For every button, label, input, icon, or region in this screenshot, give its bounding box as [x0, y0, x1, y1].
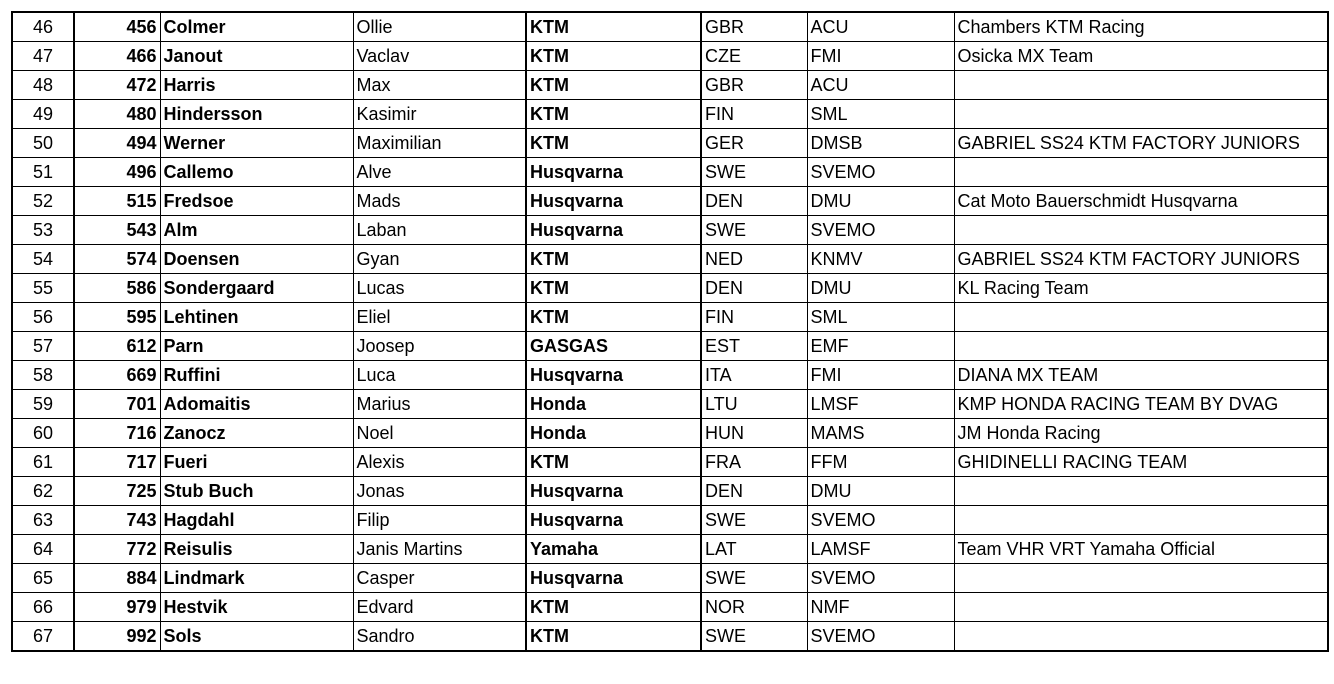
position-cell: 61 [12, 448, 74, 477]
first-name-cell: Edvard [353, 593, 526, 622]
last-name-cell: Sols [160, 622, 353, 652]
team-cell: Cat Moto Bauerschmidt Husqvarna [954, 187, 1328, 216]
table-row [12, 361, 1328, 390]
brand-cell: Husqvarna [526, 158, 701, 187]
table-row [12, 564, 1328, 593]
nation-cell: SWE [701, 216, 807, 245]
position-cell: 51 [12, 158, 74, 187]
nation-cell: LTU [701, 390, 807, 419]
brand-cell: KTM [526, 303, 701, 332]
first-name-cell: Alve [353, 158, 526, 187]
rider-number-cell: 717 [74, 448, 160, 477]
federation-cell: FMI [807, 361, 954, 390]
first-name-cell: Luca [353, 361, 526, 390]
nation-cell: FIN [701, 303, 807, 332]
rider-number-cell: 480 [74, 100, 160, 129]
rider-number-cell: 496 [74, 158, 160, 187]
position-cell: 56 [12, 303, 74, 332]
table-row [12, 593, 1328, 622]
brand-cell: KTM [526, 274, 701, 303]
table-row [12, 12, 1328, 42]
first-name-cell: Kasimir [353, 100, 526, 129]
nation-cell: SWE [701, 622, 807, 652]
table-row [12, 419, 1328, 448]
last-name-cell: Lehtinen [160, 303, 353, 332]
entry-list-table [11, 11, 1329, 652]
position-cell: 46 [12, 12, 74, 42]
last-name-cell: Parn [160, 332, 353, 361]
nation-cell: GBR [701, 71, 807, 100]
federation-cell: FFM [807, 448, 954, 477]
nation-cell: GBR [701, 12, 807, 42]
team-cell: Chambers KTM Racing [954, 12, 1328, 42]
position-cell: 48 [12, 71, 74, 100]
nation-cell: NED [701, 245, 807, 274]
table-row [12, 332, 1328, 361]
rider-number-cell: 586 [74, 274, 160, 303]
brand-cell: KTM [526, 129, 701, 158]
team-cell: GABRIEL SS24 KTM FACTORY JUNIORS [954, 245, 1328, 274]
federation-cell: KNMV [807, 245, 954, 274]
brand-cell: KTM [526, 71, 701, 100]
team-cell: Osicka MX Team [954, 42, 1328, 71]
last-name-cell: Reisulis [160, 535, 353, 564]
position-cell: 58 [12, 361, 74, 390]
table-row [12, 390, 1328, 419]
nation-cell: FIN [701, 100, 807, 129]
last-name-cell: Harris [160, 71, 353, 100]
first-name-cell: Mads [353, 187, 526, 216]
last-name-cell: Zanocz [160, 419, 353, 448]
last-name-cell: Sondergaard [160, 274, 353, 303]
team-cell [954, 216, 1328, 245]
position-cell: 52 [12, 187, 74, 216]
federation-cell: DMU [807, 274, 954, 303]
nation-cell: DEN [701, 477, 807, 506]
team-cell: JM Honda Racing [954, 419, 1328, 448]
rider-number-cell: 574 [74, 245, 160, 274]
position-cell: 66 [12, 593, 74, 622]
rider-number-cell: 595 [74, 303, 160, 332]
first-name-cell: Lucas [353, 274, 526, 303]
federation-cell: SVEMO [807, 564, 954, 593]
federation-cell: SVEMO [807, 216, 954, 245]
position-cell: 59 [12, 390, 74, 419]
last-name-cell: Werner [160, 129, 353, 158]
last-name-cell: Alm [160, 216, 353, 245]
last-name-cell: Hestvik [160, 593, 353, 622]
rider-number-cell: 772 [74, 535, 160, 564]
first-name-cell: Casper [353, 564, 526, 593]
rider-number-cell: 725 [74, 477, 160, 506]
rider-number-cell: 466 [74, 42, 160, 71]
position-cell: 63 [12, 506, 74, 535]
nation-cell: NOR [701, 593, 807, 622]
first-name-cell: Gyan [353, 245, 526, 274]
brand-cell: KTM [526, 448, 701, 477]
position-cell: 62 [12, 477, 74, 506]
nation-cell: SWE [701, 564, 807, 593]
last-name-cell: Hagdahl [160, 506, 353, 535]
table-row [12, 129, 1328, 158]
team-cell [954, 332, 1328, 361]
rider-number-cell: 716 [74, 419, 160, 448]
team-cell [954, 71, 1328, 100]
rider-number-cell: 515 [74, 187, 160, 216]
first-name-cell: Ollie [353, 12, 526, 42]
table-row [12, 100, 1328, 129]
team-cell [954, 100, 1328, 129]
team-cell: KL Racing Team [954, 274, 1328, 303]
federation-cell: DMU [807, 187, 954, 216]
team-cell [954, 564, 1328, 593]
nation-cell: EST [701, 332, 807, 361]
first-name-cell: Jonas [353, 477, 526, 506]
last-name-cell: Ruffini [160, 361, 353, 390]
position-cell: 47 [12, 42, 74, 71]
brand-cell: KTM [526, 42, 701, 71]
federation-cell: ACU [807, 12, 954, 42]
table-row [12, 303, 1328, 332]
rider-number-cell: 979 [74, 593, 160, 622]
last-name-cell: Doensen [160, 245, 353, 274]
entry-list-body [12, 12, 1328, 651]
position-cell: 65 [12, 564, 74, 593]
first-name-cell: Filip [353, 506, 526, 535]
federation-cell: MAMS [807, 419, 954, 448]
federation-cell: DMU [807, 477, 954, 506]
first-name-cell: Noel [353, 419, 526, 448]
nation-cell: DEN [701, 274, 807, 303]
last-name-cell: Fredsoe [160, 187, 353, 216]
rider-number-cell: 701 [74, 390, 160, 419]
brand-cell: Honda [526, 419, 701, 448]
brand-cell: Husqvarna [526, 564, 701, 593]
position-cell: 57 [12, 332, 74, 361]
table-row [12, 216, 1328, 245]
team-cell [954, 593, 1328, 622]
brand-cell: Husqvarna [526, 216, 701, 245]
position-cell: 60 [12, 419, 74, 448]
federation-cell: SML [807, 303, 954, 332]
federation-cell: NMF [807, 593, 954, 622]
brand-cell: KTM [526, 100, 701, 129]
federation-cell: SVEMO [807, 158, 954, 187]
team-cell: KMP HONDA RACING TEAM BY DVAG [954, 390, 1328, 419]
brand-cell: Honda [526, 390, 701, 419]
team-cell: GABRIEL SS24 KTM FACTORY JUNIORS [954, 129, 1328, 158]
position-cell: 50 [12, 129, 74, 158]
nation-cell: LAT [701, 535, 807, 564]
last-name-cell: Adomaitis [160, 390, 353, 419]
position-cell: 49 [12, 100, 74, 129]
rider-number-cell: 884 [74, 564, 160, 593]
table-row [12, 477, 1328, 506]
nation-cell: FRA [701, 448, 807, 477]
team-cell [954, 506, 1328, 535]
first-name-cell: Janis Martins [353, 535, 526, 564]
last-name-cell: Colmer [160, 12, 353, 42]
rider-number-cell: 743 [74, 506, 160, 535]
table-row [12, 506, 1328, 535]
team-cell: Team VHR VRT Yamaha Official [954, 535, 1328, 564]
federation-cell: FMI [807, 42, 954, 71]
rider-number-cell: 612 [74, 332, 160, 361]
last-name-cell: Stub Buch [160, 477, 353, 506]
position-cell: 54 [12, 245, 74, 274]
team-cell [954, 303, 1328, 332]
rider-number-cell: 992 [74, 622, 160, 652]
rider-number-cell: 494 [74, 129, 160, 158]
table-row [12, 245, 1328, 274]
team-cell: DIANA MX TEAM [954, 361, 1328, 390]
position-cell: 67 [12, 622, 74, 652]
brand-cell: Husqvarna [526, 187, 701, 216]
last-name-cell: Callemo [160, 158, 353, 187]
team-cell [954, 158, 1328, 187]
table-row [12, 622, 1328, 652]
nation-cell: SWE [701, 506, 807, 535]
table-row [12, 42, 1328, 71]
first-name-cell: Joosep [353, 332, 526, 361]
table-row [12, 71, 1328, 100]
position-cell: 55 [12, 274, 74, 303]
table-row [12, 274, 1328, 303]
rider-number-cell: 669 [74, 361, 160, 390]
brand-cell: Husqvarna [526, 477, 701, 506]
team-cell [954, 477, 1328, 506]
nation-cell: HUN [701, 419, 807, 448]
first-name-cell: Eliel [353, 303, 526, 332]
brand-cell: KTM [526, 245, 701, 274]
federation-cell: LAMSF [807, 535, 954, 564]
brand-cell: KTM [526, 593, 701, 622]
nation-cell: ITA [701, 361, 807, 390]
table-row [12, 158, 1328, 187]
last-name-cell: Hindersson [160, 100, 353, 129]
brand-cell: Husqvarna [526, 506, 701, 535]
federation-cell: LMSF [807, 390, 954, 419]
last-name-cell: Lindmark [160, 564, 353, 593]
first-name-cell: Sandro [353, 622, 526, 652]
brand-cell: GASGAS [526, 332, 701, 361]
federation-cell: SML [807, 100, 954, 129]
table-row [12, 448, 1328, 477]
table-row [12, 535, 1328, 564]
brand-cell: KTM [526, 12, 701, 42]
nation-cell: DEN [701, 187, 807, 216]
table-row [12, 187, 1328, 216]
first-name-cell: Laban [353, 216, 526, 245]
nation-cell: CZE [701, 42, 807, 71]
nation-cell: SWE [701, 158, 807, 187]
federation-cell: SVEMO [807, 622, 954, 652]
team-cell: GHIDINELLI RACING TEAM [954, 448, 1328, 477]
rider-number-cell: 472 [74, 71, 160, 100]
nation-cell: GER [701, 129, 807, 158]
first-name-cell: Vaclav [353, 42, 526, 71]
federation-cell: SVEMO [807, 506, 954, 535]
last-name-cell: Fueri [160, 448, 353, 477]
rider-number-cell: 543 [74, 216, 160, 245]
team-cell [954, 622, 1328, 652]
first-name-cell: Maximilian [353, 129, 526, 158]
first-name-cell: Max [353, 71, 526, 100]
rider-number-cell: 456 [74, 12, 160, 42]
first-name-cell: Alexis [353, 448, 526, 477]
last-name-cell: Janout [160, 42, 353, 71]
brand-cell: Yamaha [526, 535, 701, 564]
federation-cell: ACU [807, 71, 954, 100]
position-cell: 64 [12, 535, 74, 564]
federation-cell: DMSB [807, 129, 954, 158]
federation-cell: EMF [807, 332, 954, 361]
first-name-cell: Marius [353, 390, 526, 419]
brand-cell: Husqvarna [526, 361, 701, 390]
position-cell: 53 [12, 216, 74, 245]
brand-cell: KTM [526, 622, 701, 652]
